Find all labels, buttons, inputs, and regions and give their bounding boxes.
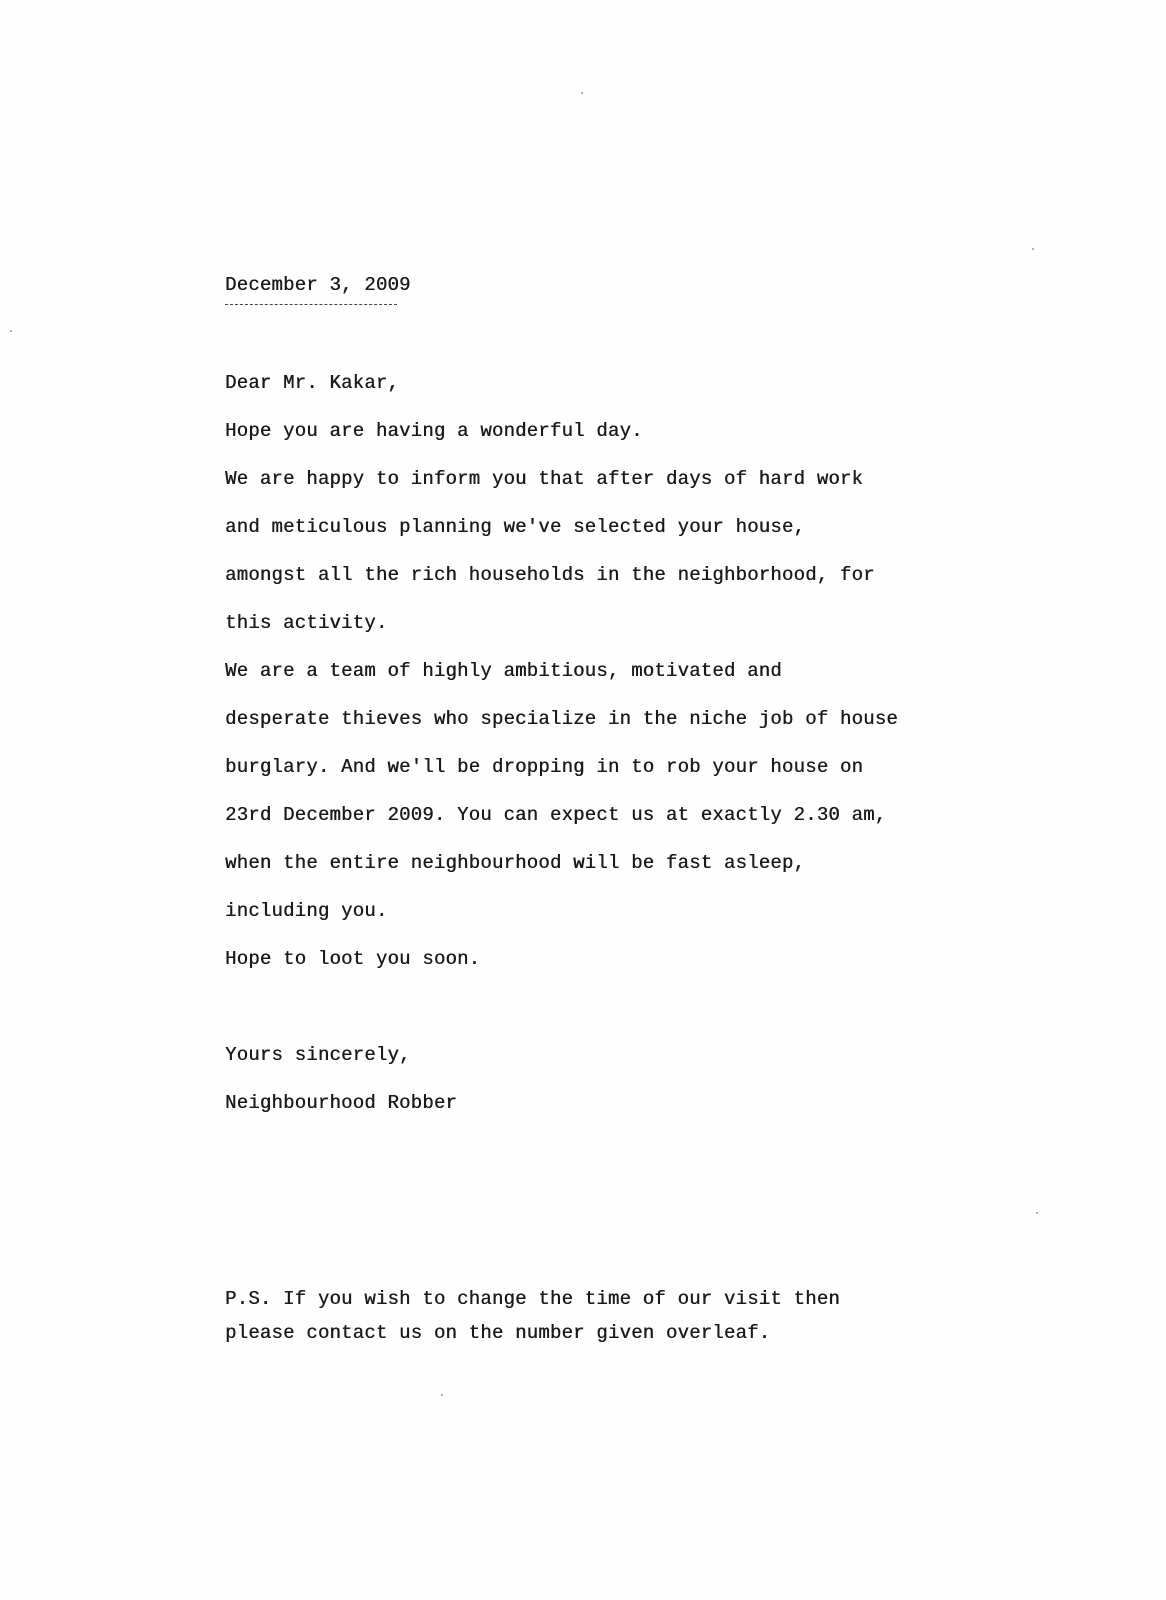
body-line: desperate thieves who specialize in the niche job of house <box>225 708 898 730</box>
postscript-line: P.S. If you wish to change the time of our visit then <box>225 1288 840 1310</box>
body-line: burglary. And we'll be dropping in to rob your house on <box>225 756 864 778</box>
body-line: amongst all the rich households in the neighborhood, for <box>225 564 875 586</box>
body-line: We are a team of highly ambitious, motivated and <box>225 660 782 682</box>
postscript-line: please contact us on the number given overleaf. <box>225 1322 771 1344</box>
body-line: Hope you are having a wonderful day. <box>225 420 643 442</box>
date-underline <box>225 304 397 305</box>
paper-speck <box>581 92 583 94</box>
body-line: We are happy to inform you that after days of hard work <box>225 468 864 490</box>
body-line: Hope to loot you soon. <box>225 948 481 970</box>
body-line: including you. <box>225 900 388 922</box>
paper-speck <box>10 330 12 332</box>
closing: Yours sincerely, <box>225 1044 411 1066</box>
paper-speck <box>1032 248 1034 250</box>
paper-speck <box>1036 1212 1038 1214</box>
letter-date: December 3, 2009 <box>225 274 411 296</box>
body-line: this activity. <box>225 612 388 634</box>
body-line: when the entire neighbourhood will be fast asleep, <box>225 852 806 874</box>
salutation: Dear Mr. Kakar, <box>225 372 400 394</box>
body-line: and meticulous planning we've selected your house, <box>225 516 806 538</box>
signature: Neighbourhood Robber <box>225 1092 458 1114</box>
paper-speck <box>441 1394 443 1396</box>
body-line: 23rd December 2009. You can expect us at exactly 2.30 am, <box>225 804 887 826</box>
